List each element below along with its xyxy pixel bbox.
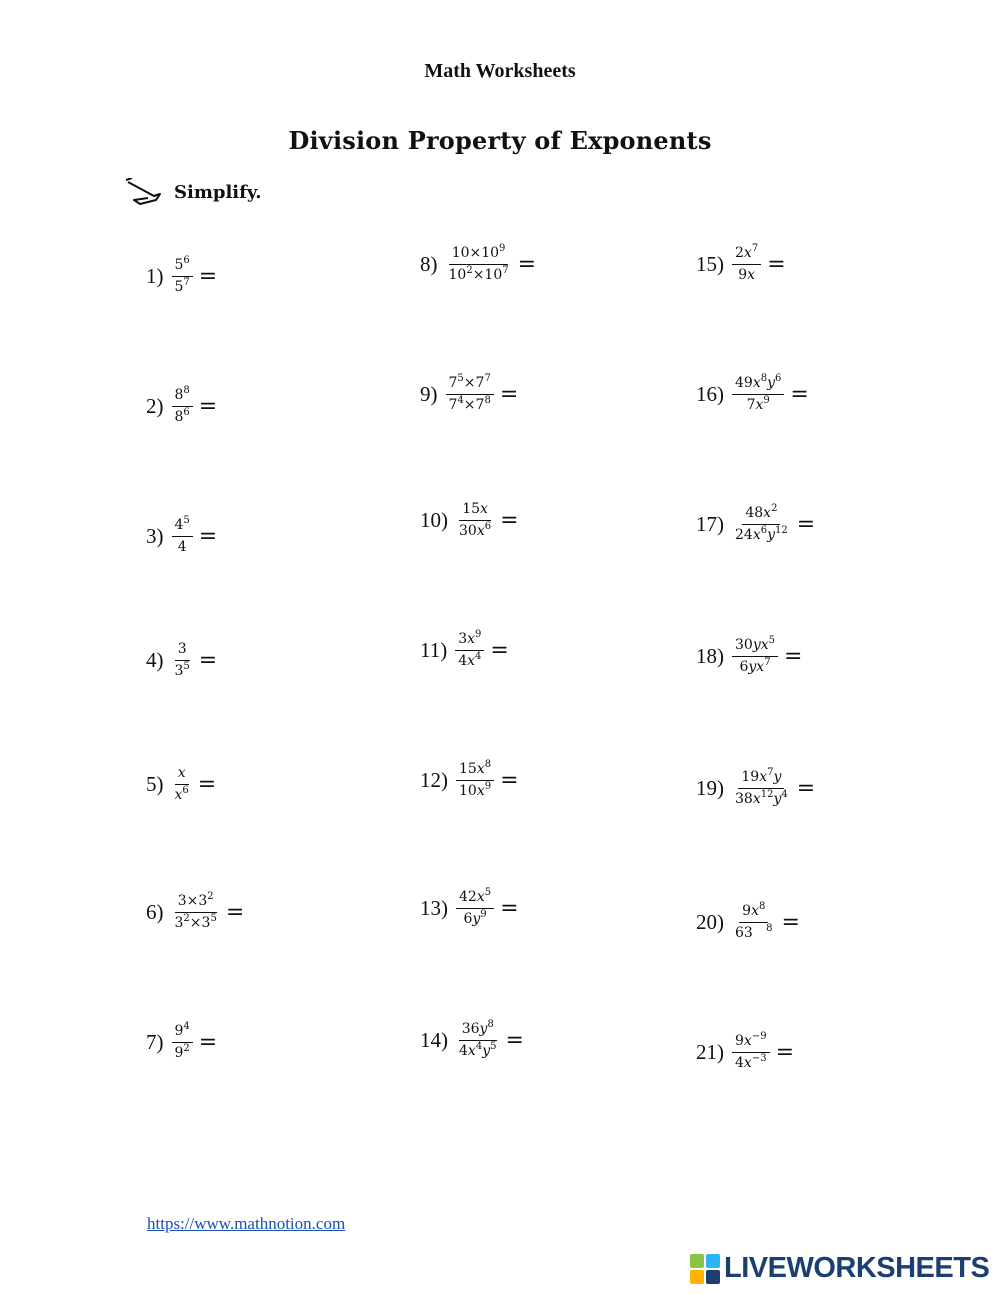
- problem-13: [420, 888, 519, 929]
- fraction: [732, 902, 776, 943]
- brand-name: LIVEWORKSHEETS: [724, 1252, 990, 1284]
- numerator: $5^6$: [172, 256, 193, 277]
- fraction: [455, 630, 484, 671]
- fraction: [732, 768, 791, 809]
- problem-number: 6): [146, 900, 164, 924]
- denominator: 9x: [738, 267, 756, 283]
- problem-number: 1): [146, 264, 164, 288]
- denominator: $6yx^7$: [739, 657, 771, 675]
- equals-sign: =: [796, 776, 816, 801]
- equals-sign: =: [500, 896, 519, 921]
- problem-14: [420, 1020, 524, 1061]
- equals-sign: =: [767, 252, 786, 277]
- equals-sign: =: [790, 382, 809, 407]
- problem-18: [696, 636, 802, 677]
- numerator: $4^5$: [172, 516, 193, 537]
- denominator: $5^7$: [174, 277, 190, 295]
- problem-20: [696, 902, 800, 943]
- problem-number: 19): [696, 776, 724, 800]
- problem-6: [146, 892, 244, 933]
- equals-sign: =: [500, 508, 519, 533]
- denominator: 63 $^8$: [735, 923, 773, 941]
- numerator: $19x^7y$: [738, 768, 784, 789]
- problem-number: 20): [696, 910, 724, 934]
- problem-number: 5): [146, 772, 164, 796]
- numerator: $3\times 3^2$: [175, 892, 217, 913]
- problem-number: 15): [696, 252, 724, 276]
- denominator: $7^4\times 7^8$: [448, 395, 491, 413]
- problem-number: 7): [146, 1030, 164, 1054]
- problem-number: 18): [696, 644, 724, 668]
- equals-sign: =: [781, 910, 800, 935]
- numerator: $42x^5$: [456, 888, 494, 909]
- problem-number: 21): [696, 1040, 724, 1064]
- instruction-text: Simplify.: [174, 181, 262, 203]
- numerator: 3: [175, 640, 190, 661]
- numerator: $8^8$: [172, 386, 193, 407]
- problem-3: [146, 516, 217, 557]
- fraction: [172, 386, 193, 427]
- equals-sign: =: [796, 512, 816, 537]
- fraction: [456, 500, 494, 541]
- problem-number: 9): [420, 382, 438, 406]
- denominator: 4: [177, 539, 187, 555]
- fraction: [456, 1020, 500, 1061]
- logo-grid-icon: [690, 1254, 720, 1284]
- problem-number: 2): [146, 394, 164, 418]
- problem-number: 10): [420, 508, 448, 532]
- problem-12: [420, 760, 519, 801]
- equals-sign: =: [198, 524, 218, 549]
- equals-sign: =: [198, 264, 218, 289]
- denominator: $9^2$: [174, 1043, 190, 1061]
- problem-number: 17): [696, 512, 724, 536]
- problem-11: [420, 630, 509, 671]
- fraction: [732, 504, 791, 545]
- problem-number: 16): [696, 382, 724, 406]
- problem-number: 13): [420, 896, 448, 920]
- pencil-hand-icon: [126, 178, 164, 206]
- equals-sign: =: [500, 768, 519, 793]
- denominator: $30x^6$: [459, 521, 492, 539]
- denominator: $38x^{12}y^4$: [735, 789, 788, 807]
- numerator: $7^5\times 7^7$: [446, 374, 494, 395]
- fraction: [172, 516, 193, 557]
- problem-19: [696, 768, 815, 809]
- equals-sign: =: [517, 252, 537, 277]
- denominator: $8^6$: [174, 407, 190, 425]
- fraction: [732, 244, 761, 285]
- problem-number: 4): [146, 648, 164, 672]
- fraction: [172, 1022, 193, 1063]
- denominator: $6y^9$: [463, 909, 487, 927]
- equals-sign: =: [198, 1030, 218, 1055]
- problem-16: [696, 374, 809, 415]
- page-header: Math Worksheets: [424, 60, 576, 82]
- fraction: [732, 374, 784, 415]
- numerator: $9x^8$: [739, 902, 768, 923]
- problem-9: [420, 374, 518, 415]
- fraction: [456, 888, 494, 929]
- denominator: $4x^{-3}$: [735, 1053, 767, 1071]
- problem-number: 11): [420, 638, 448, 662]
- denominator: $x^6$: [174, 785, 189, 803]
- problem-4: [146, 640, 217, 681]
- problem-2: [146, 386, 217, 427]
- fraction: [172, 640, 193, 681]
- liveworksheets-logo: [690, 1252, 989, 1285]
- numerator: $48x^2$: [742, 504, 780, 525]
- problem-number: 3): [146, 524, 164, 548]
- numerator: $36y^8$: [459, 1020, 497, 1041]
- numerator: $9^4$: [172, 1022, 193, 1043]
- denominator: $4x^4$: [458, 651, 482, 669]
- denominator: $7x^9$: [746, 395, 770, 413]
- numerator: $10\times 10^9$: [449, 244, 509, 265]
- denominator: $3^2\times 3^5$: [174, 913, 217, 931]
- problem-number: 12): [420, 768, 448, 792]
- numerator: $3x^9$: [455, 630, 484, 651]
- instruction: [126, 178, 262, 206]
- numerator: $15x^8$: [456, 760, 494, 781]
- denominator: $24x^6y^{12}$: [735, 525, 788, 543]
- numerator: 15x: [459, 500, 491, 521]
- fraction: [732, 1032, 770, 1073]
- equals-sign: =: [784, 644, 803, 669]
- footer-link[interactable]: https://www.mathnotion.com: [147, 1214, 346, 1233]
- problem-number: 14): [420, 1028, 448, 1052]
- problem-8: [420, 244, 536, 285]
- problem-7: [146, 1022, 217, 1063]
- equals-sign: =: [775, 1040, 795, 1065]
- equals-sign: =: [490, 638, 509, 663]
- numerator: $30yx^5$: [732, 636, 778, 657]
- problem-number: 8): [420, 252, 438, 276]
- equals-sign: =: [198, 648, 218, 673]
- equals-sign: =: [505, 1028, 524, 1053]
- page-title: Division Property of Exponents: [288, 126, 712, 155]
- fraction: [446, 244, 512, 285]
- fraction: [732, 636, 778, 677]
- numerator: $2x^7$: [732, 244, 761, 265]
- numerator: x: [175, 764, 189, 785]
- numerator: $9x^{-9}$: [732, 1032, 770, 1053]
- equals-sign: =: [499, 382, 519, 407]
- problem-10: [420, 500, 519, 541]
- equals-sign: =: [225, 900, 245, 925]
- problem-17: [696, 504, 815, 545]
- problem-5: [146, 764, 216, 805]
- problem-21: [696, 1032, 794, 1073]
- fraction: [446, 374, 494, 415]
- denominator: $10^2\times 10^7$: [448, 265, 509, 283]
- fraction: [456, 760, 494, 801]
- numerator: $49x^8y^6$: [732, 374, 784, 395]
- fraction: [172, 892, 220, 933]
- equals-sign: =: [197, 772, 217, 797]
- problem-15: [696, 244, 786, 285]
- problem-1: [146, 256, 217, 297]
- equals-sign: =: [198, 394, 218, 419]
- fraction: [172, 764, 192, 805]
- denominator: $4x^4y^5$: [459, 1041, 497, 1059]
- denominator: $3^5$: [174, 661, 190, 679]
- denominator: $10x^9$: [459, 781, 492, 799]
- fraction: [172, 256, 193, 297]
